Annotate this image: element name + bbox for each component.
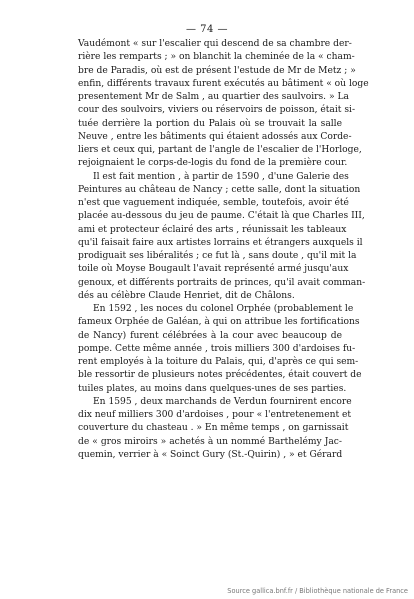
text-line: prodiguait ses libéralités ; ce fut là , sans doute , qu'il mit la [78,251,357,261]
body-text [78,38,369,462]
text-line: liers et ceux qui, partant de l'angle de l'escalier de l'Horloge, [78,145,362,155]
text-line: dix neuf milliers 300 d'ardoises , pour « l'entretenement et [78,410,352,420]
text-line: quemin, verrier à « Soinct Gury (St.-Quirin) , » et Gérard [78,449,343,460]
text-line: Il est fait mention , à partir de 1590 , d'une Galerie des [93,171,349,182]
text-line: ble ressortir de plusieurs notes précédentes, était couvert de [78,370,362,381]
text-line: enfin, différents travaux furent exécutés au bâtiment « où loge [78,78,369,89]
text-line: En 1592 , les noces du colonel Orphée (probablement le [93,304,354,314]
text-line: En 1595 , deux marchands de Verdun fournirent encore [93,396,352,407]
paragraph [78,171,366,304]
paragraph [78,396,352,462]
text-line: placée au-dessous du jeu de paume. C'était là que Charles III, [78,211,365,222]
text-line: de « gros miroirs » achetés à un nommé Barthelémy Jac- [78,436,342,447]
text-line: Neuve , entre les bâtiments qui étaient adossés aux Corde- [78,131,352,142]
text-line: rière les remparts ; » on blanchit la cheminée de la « cham- [78,52,355,63]
text-line: de Nancy) furent célébrées à la cour avec beaucoup de [78,330,342,341]
text-line: tuiles plates, au moins dans quelques-unes de ses parties. [78,383,347,394]
source-attribution: Source gallica.bnf.fr / Bibliothèque nationale de France [227,587,408,595]
text-line: Peintures au château de Nancy ; cette salle, dont la situation [78,184,361,195]
text-line: qu'il faisait faire aux artistes lorrains et étrangers auxquels il [78,237,363,248]
text-line: dés au célèbre Claude Henriet, dit de Châlons. [78,290,295,301]
text-line: pompe. Cette même année , trois milliers 300 d'ardoises fu- [78,343,356,354]
text-line: n'est que vaguement indiquée, semble, toutefois, avoir été [78,198,349,208]
text-line: fameux Orphée de Galéan, à qui on attribue les fortifications [78,317,360,328]
text-line: couverture du chasteau . » En même temps , on garnissait [78,423,349,434]
text-line: ami et protecteur éclairé des arts , réunissait les tableaux [78,224,347,235]
text-line: rejoignaient le corps-de-logis du fond de la première cour. [78,158,348,169]
text-line: Vaudémont « sur l'escalier qui descend de sa chambre der- [78,39,352,49]
paragraph [78,303,362,396]
text-line: genoux, et différents portraits de princes, qu'il avait comman- [78,277,366,288]
text-line: tuée derrière la portion du Palais où se trouvait la salle [78,118,342,129]
text-line: toile où Moyse Bougault l'avait représenté armé jusqu'aux [78,264,349,275]
text-line: cour des soulvoirs, viviers ou réservoirs de poisson, était si- [78,105,356,116]
text-line: presentement Mr de Salm , au quartier des saulvoirs. » La [78,92,349,102]
page-number: — 74 — [185,24,229,35]
paragraph [78,38,369,171]
text-line: rent employés à la toiture du Palais, qui, d'après ce qui sem- [78,357,359,367]
text-line: bre de Paradis, où est de présent l'estude de Mr de Metz ; » [78,65,356,76]
